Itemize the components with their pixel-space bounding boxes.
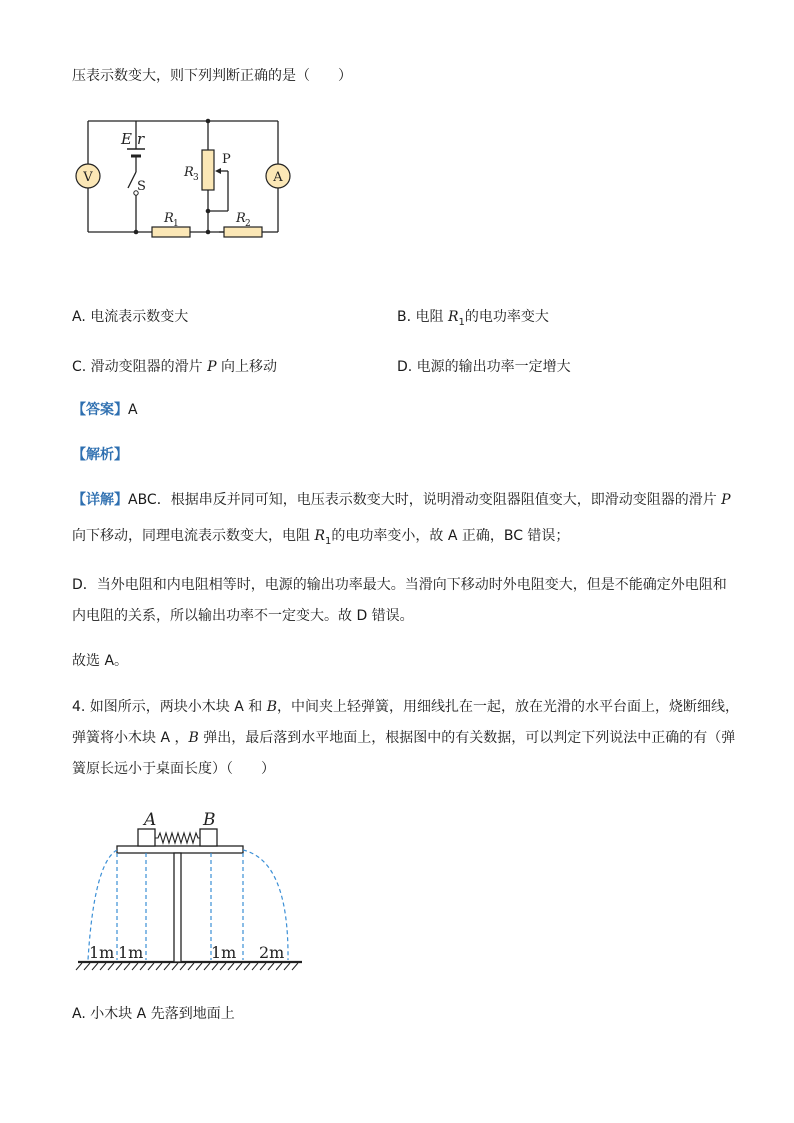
detail-variable-r: R [314,528,325,544]
q4-text-1-prefix: 4. 如图所示，两块小木块 A 和 [72,699,267,715]
voltmeter-label: V [83,170,93,185]
slider-label: P [222,152,231,167]
option-b-suffix: 的电功率变大 [464,309,549,325]
table-leg [174,853,181,962]
detail-text-1: ABC．根据串反并同可知，电压表示数变大时，说明滑动变阻器阻值变大，即滑动变阻器的滑片 [128,492,722,508]
emf-label: E [121,130,132,148]
switch-label: S [137,179,146,194]
analysis-line [72,445,128,465]
distance-label-4: 2m [259,943,285,962]
q4-variable-b-2: B [188,730,199,746]
option-c [72,357,277,377]
label-a: A [144,810,157,830]
block-b [200,829,217,846]
ground-hatching [76,963,298,970]
r1-label: R [164,211,174,226]
option-a: A. 电流表示数变大 [72,309,189,325]
q4-line-2 [72,728,735,748]
answer-line [72,400,138,420]
q4-line-1 [72,697,739,717]
internal-resistance-label: r [137,130,145,148]
ammeter-label: A [273,170,283,185]
detail-line-1 [72,490,731,510]
distance-label-1: 1m [89,943,115,962]
detail-tag: 【详解】 [72,492,128,508]
resistor-r3 [202,150,214,190]
slider-arrow-icon [215,168,221,174]
conclusion-line: 故选 A。 [72,653,129,669]
detail-variable-p: P [721,492,731,508]
analysis-tag: 【解析】 [72,447,128,463]
r3-subscript: 3 [193,173,199,183]
option-c-variable: P [207,359,217,375]
option-c-suffix: 向上移动 [216,359,278,375]
option-b-subscript: 1 [458,317,465,328]
r2-label: R [236,211,246,226]
block-a [138,829,155,846]
r1-subscript: 1 [173,219,179,229]
q4-line-3: 簧原长远小于桌面长度）（ ） [72,761,275,777]
option-b [397,307,549,329]
q4-text-1-suffix: ，中间夹上轻弹簧，用细线扎在一起，放在光滑的水平台面上，烧断细线， [277,699,740,715]
answer-value: A [128,402,138,418]
spring [155,833,200,843]
q4-text-2-prefix: 弹簧将小木块 A ， [72,730,189,746]
resistor-r2 [224,227,262,237]
detail-line-3: D．当外电阻和内电阻相等时，电源的输出功率最大。当滑向下移动时外电阻变大，但是不能确定外电阻和 [72,577,727,593]
detail-text-2-suffix: 的电功率变小，故 A 正确，BC 错误； [331,528,570,544]
option-d: D. 电源的输出功率一定增大 [397,359,571,375]
q4-text-2-suffix: 弹出，最后落到水平地面上，根据图中的有关数据，可以判定下列说法中正确的有（弹 [198,730,736,746]
resistor-r1 [152,227,190,237]
r2-subscript: 2 [245,219,251,229]
distance-label-2: 1m [118,943,144,962]
detail-line-2 [72,526,569,548]
detail-subscript-1: 1 [325,536,332,547]
option-b-variable: R [447,309,459,325]
detail-text-2-prefix: 向下移动，同理电流表示数变大，电阻 [72,528,315,544]
q4-variable-b-1: B [266,699,278,715]
distance-label-3: 1m [211,943,237,962]
table-top [117,846,243,853]
label-b: B [203,810,216,830]
option-c-prefix: C. 滑动变阻器的滑片 [72,359,208,375]
question-stem-tail: 压表示数变大，则下列判断正确的是（ ） [72,68,352,84]
option-b-prefix: B. 电阻 [397,309,448,325]
detail-line-4: 内电阻的关系，所以输出功率不一定变大。故 D 错误。 [72,608,414,624]
r3-label: R [184,165,194,180]
circuit-diagram [70,108,295,243]
q4-option-a: A. 小木块 A 先落到地面上 [72,1006,235,1022]
answer-tag: 【答案】 [72,402,128,418]
table-spring-diagram [74,803,306,973]
